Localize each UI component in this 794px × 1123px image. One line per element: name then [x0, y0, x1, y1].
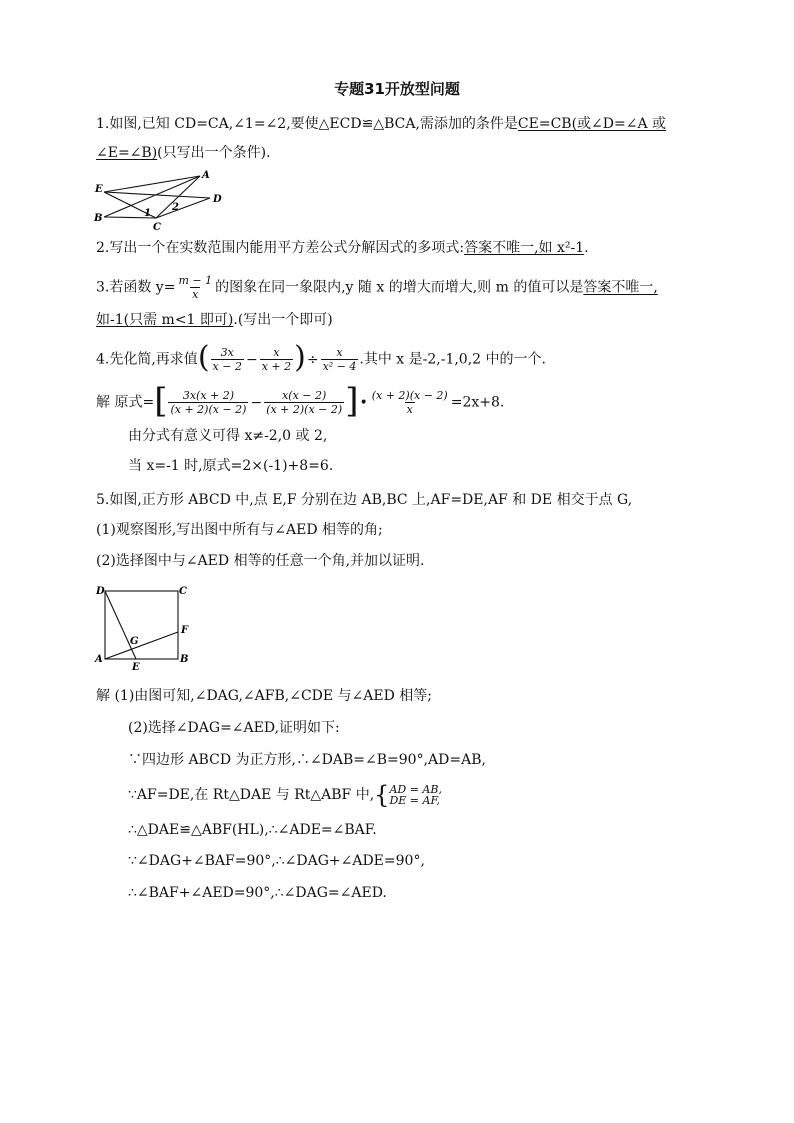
q4-minus: −: [245, 351, 258, 368]
label-E: E: [95, 184, 103, 195]
q3-middle: 的图象在同一象限内,y 随 x 的增大而增大,则 m 的值可以是: [215, 279, 584, 296]
q4-sol-frac1-den: (x + 2)(x − 2): [170, 403, 247, 416]
q4-frac2: [260, 346, 293, 373]
label-C: C: [153, 222, 161, 233]
label-A: A: [202, 170, 210, 181]
q5-stem: 5.如图,正方形 ABCD 中,点 E,F 分别在边 AB,BC 上,AF=DE,AF 和 DE 相交于点 G,: [96, 492, 633, 508]
system-brace: {: [374, 781, 390, 809]
label-F: F: [181, 625, 189, 636]
q3-stem: 3.若函数 y=: [96, 279, 176, 296]
q2-end: .: [584, 240, 589, 256]
q4-tail: .其中 x 是-2,-1,0,2 中的一个.: [359, 351, 546, 368]
q4-sol-frac3: [370, 389, 450, 416]
label-angle-1: 1: [144, 208, 151, 219]
label-D: D: [213, 194, 222, 205]
q4-sol-minus: −: [250, 394, 263, 411]
q3-line1: [96, 274, 658, 301]
q1-line1: [96, 114, 666, 134]
q4-div: ÷: [306, 351, 319, 368]
q4-frac3: [321, 346, 359, 373]
q5-part1: (1)观察图形,写出图中所有与∠AED 相等的角;: [96, 522, 383, 538]
q3-answer-part2: 如-1(只需 m<1 即可): [96, 312, 234, 328]
paren-close: ): [294, 339, 306, 375]
label-D: D: [96, 586, 105, 597]
q1-answer-part2: ∠E=∠B): [96, 145, 158, 161]
q5-solution-4-text: ∵AF=DE,在 Rt△DAE 与 Rt△ABF 中,: [128, 787, 375, 803]
q2-stem: 2.写出一个在实数范围内能用平方差公式分解因式的多项式:: [96, 240, 465, 256]
q4-frac3-den: x² − 4: [322, 360, 357, 373]
q4-sol-frac1: [168, 389, 248, 416]
paren-open: (: [197, 339, 210, 375]
label-B: B: [94, 213, 103, 224]
q4-sol-frac3-den: x: [406, 403, 413, 416]
q4-frac1-den: x − 2: [212, 360, 242, 373]
q4-sol-dot: •: [359, 394, 368, 411]
square-ABCD: [105, 591, 178, 659]
q1-triangle-figure: [92, 170, 232, 234]
seg-AF: [105, 632, 178, 659]
q4-sol-frac1-num: 3x(x + 2): [182, 389, 235, 402]
q2-line: [96, 238, 589, 258]
q5-solution-3: ∵四边形 ABCD 为正方形,∴∠DAB=∠B=90°,AD=AB,: [128, 752, 486, 768]
q4-stem: 4.先化简,再求值: [96, 351, 198, 368]
q5-solution-5: ∴△DAE≌△ABF(HL),∴∠ADE=∠BAF.: [128, 822, 377, 838]
q1-stem: 1.如图,已知 CD=CA,∠1=∠2,要使△ECD≌△BCA,需添加的条件是: [96, 116, 518, 132]
q4-line: [96, 339, 546, 375]
q4-frac2-num: x: [273, 346, 280, 359]
label-angle-2: 2: [172, 202, 179, 213]
seg-ED: [104, 192, 210, 198]
q5-solution-1: 解 (1)由图可知,∠DAG,∠AFB,∠CDE 与∠AED 相等;: [96, 688, 433, 704]
q3-answer-part1: 答案不唯一,: [583, 279, 658, 296]
label-E: E: [132, 662, 140, 672]
label-G: G: [130, 636, 139, 647]
q3-end: .(写出一个即可): [233, 312, 333, 328]
q4-sol-frac2: [264, 389, 344, 416]
q5-solution-2: (2)选择∠DAG=∠AED,证明如下:: [128, 720, 340, 736]
label-C: C: [179, 586, 187, 597]
q4-solution-evaluate: 当 x=-1 时,原式=2×(-1)+8=6.: [128, 458, 334, 474]
q4-solution-line: [96, 380, 505, 421]
q2-answer: 答案不唯一,如 x²-1: [464, 240, 585, 256]
q4-sol-frac2-den: (x + 2)(x − 2): [266, 403, 343, 416]
q5-equation-system: [374, 781, 442, 809]
system-row-1: AD = AB,: [389, 783, 442, 796]
q3-fraction: [176, 274, 214, 301]
q4-frac1: [211, 346, 244, 373]
q4-frac2-den: x + 2: [261, 360, 292, 373]
q3-frac-den: x: [192, 288, 199, 301]
bracket-open: [: [154, 380, 168, 421]
q1-answer-part1: CE=CB(或∠D=∠A 或: [517, 116, 667, 132]
q3-frac-num: m − 1: [178, 274, 213, 287]
q4-sol-frac3-num: (x + 2)(x − 2): [371, 389, 448, 402]
q3-line2: [96, 310, 333, 330]
q1-note: (只写出一个条件).: [157, 145, 271, 161]
page-title: 专题31开放型问题: [334, 80, 460, 98]
label-B: B: [180, 654, 189, 665]
q1-line2: [96, 143, 271, 163]
bracket-close: ]: [345, 380, 359, 421]
q5-solution-6: ∵∠DAG+∠BAF=90°,∴∠DAG+∠ADE=90°,: [128, 853, 425, 869]
q5-solution-4: [128, 781, 442, 809]
system-row-2: DE = AF,: [389, 794, 440, 807]
seg-CD: [156, 198, 210, 218]
q4-sol-result: =2x+8.: [450, 394, 505, 411]
q4-frac1-num: 3x: [220, 346, 234, 359]
q5-solution-7: ∴∠BAF+∠AED=90°,∴∠DAG=∠AED.: [128, 885, 387, 901]
q4-solution-condition: 由分式有意义可得 x≠-2,0 或 2,: [128, 428, 328, 444]
q4-sol-frac2-num: x(x − 2): [282, 389, 327, 402]
q5-part2: (2)选择图中与∠AED 相等的任意一个角,并加以证明.: [96, 553, 425, 569]
label-A: A: [95, 654, 103, 665]
q5-square-figure: [92, 580, 202, 672]
q4-sol-prefix: 解 原式=: [96, 394, 155, 411]
q4-frac3-num: x: [336, 346, 343, 359]
